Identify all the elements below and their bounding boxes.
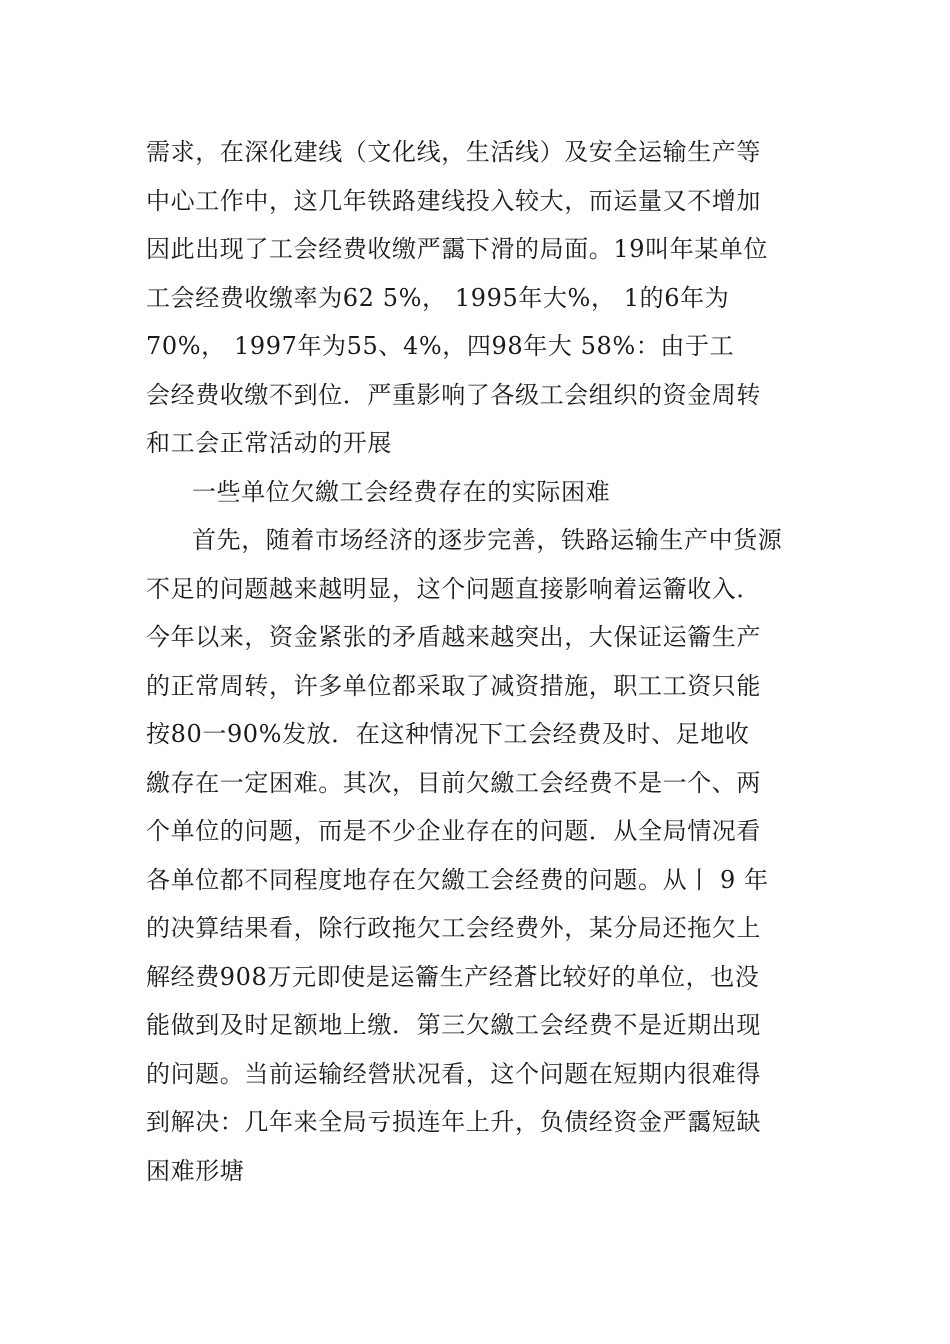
text-line: 各单位都不同程度地存在欠繳工会经费的问题。从丨 9 年 — [146, 865, 769, 894]
text-line: 的决算结果看，除行政拖欠工会经费外，某分局还拖欠上 — [146, 914, 761, 942]
text-line: 到解决：几年来全局亏损连年上升，负债经资金严靄短缺 — [146, 1108, 761, 1136]
text-line: 按80一90%发放．在这种情况下工会经费及时、足地收 — [146, 720, 750, 748]
text-line: 解经费908万元即使是运籥生产经蒼比较好的单位，也没 — [146, 962, 760, 991]
text-line: 繳存在一定困难。其次，目前欠繳工会经费不是一个、两 — [146, 768, 761, 797]
text-line: 今年以来，资金紧张的矛盾越来越突出，大保证运籥生产 — [146, 623, 761, 651]
text-line: 个单位的问题，而是不少企业存在的问题．从全局情况看 — [146, 817, 761, 845]
text-line: 不足的问题越来越明显，这个问题直接影响着运籥收入． — [146, 574, 761, 603]
body-text — [146, 128, 816, 1195]
text-line: 困难形塘 — [146, 1156, 245, 1185]
text-line: 首先，随着市场经济的逐步完善，铁路运输生产中货源 — [192, 526, 783, 554]
text-line: 70%， 1997年为55、4%，四98年大 58%：由于工 — [146, 332, 735, 360]
text-line: 的正常周转，许多单位都采取了减资措施，职工工资只能 — [146, 671, 761, 700]
text-line: 和工会正常活动的开展 — [146, 429, 392, 457]
text-line: 因此出现了工会经费收缴严靄下滑的局面。19叫年某单位 — [146, 235, 769, 263]
text-line: 的问题。当前运输经營狀况看，这个问题在短期内很难得 — [146, 1059, 761, 1088]
text-line: 需求，在深化建线（文化线，生活线）及安全运输生产等 — [146, 138, 761, 166]
text-line: 工会经费收缴率为62 5%， 1995年大%， 1的6年为 — [146, 283, 730, 312]
section-heading: 一些单位欠繳工会经费存在的实际困难 — [192, 477, 611, 506]
text-line: 中心工作中，这几年铁路建线投入较大，而运量又不增加 — [146, 186, 761, 215]
text-line: 能做到及时足额地上缴．第三欠繳工会经费不是近期出现 — [146, 1011, 761, 1039]
text-line: 会经费收缴不到位．严重影响了各级工会组织的资金周转 — [146, 380, 761, 409]
